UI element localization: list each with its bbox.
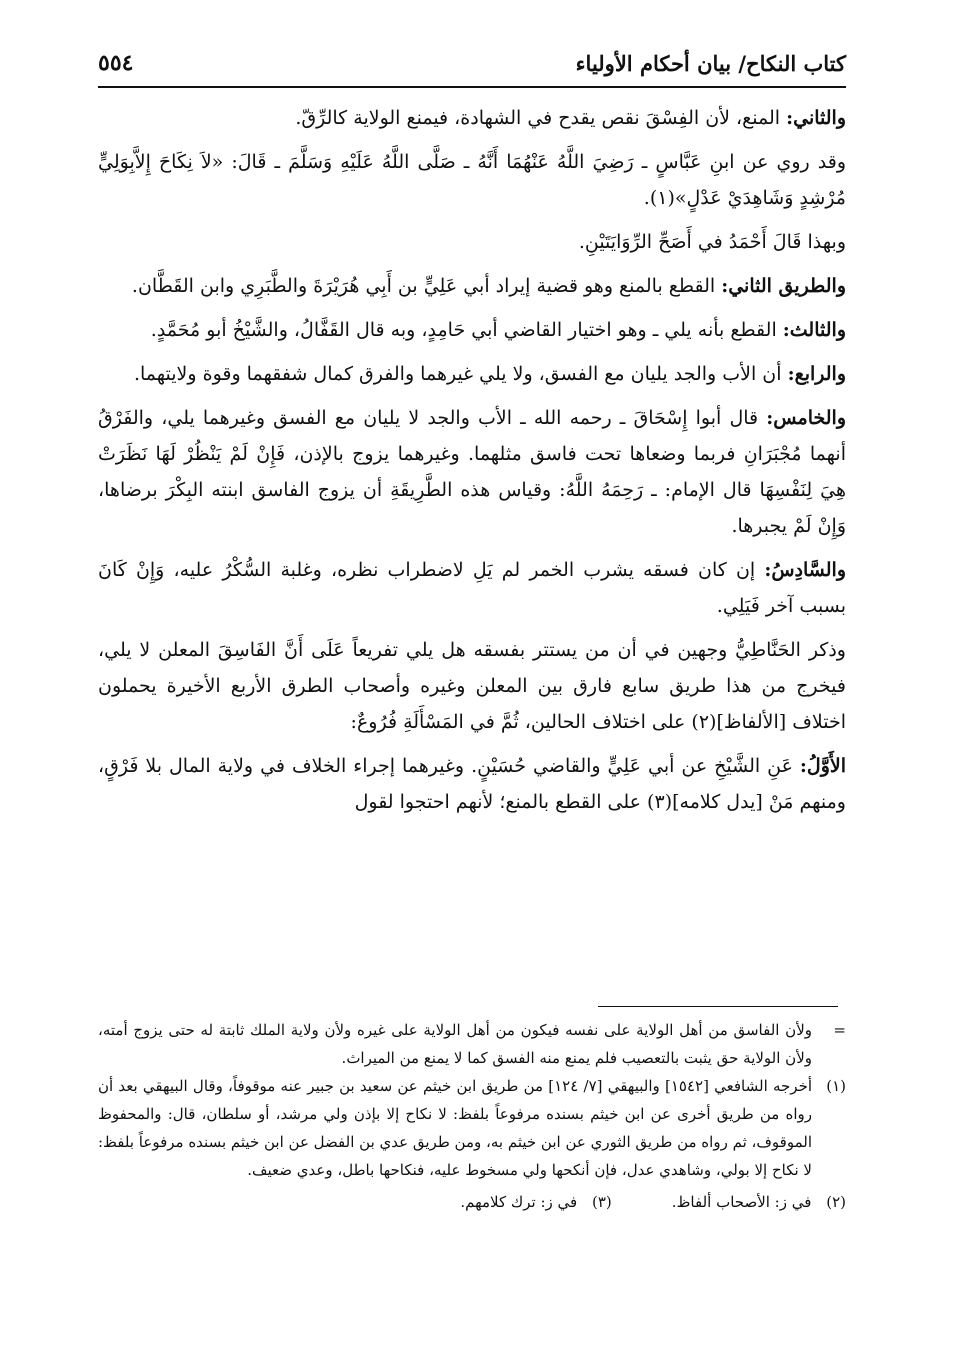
footnote-3 xyxy=(460,1188,611,1216)
paragraph: وقد روي عن ابنِ عَبَّاسٍ ـ رَضِيَ اللَّهُ عَنْهُمَا أَنَّهُ ـ صَلَّى اللَّهُ عَلَيْهِ وَسَلَّمَ ـ قَالَ: «لاَ نِكَاحَ إِلاَّبِوَلِيٍّ مُرْشِدٍ وَشَاهِدَيْ عَدْلٍ»(١). xyxy=(98,151,846,209)
footnote-mark: (١) xyxy=(826,1077,846,1095)
footnote-text: في ز: ترك كلامهم. xyxy=(460,1193,578,1211)
footnote-mark: = xyxy=(833,1021,846,1039)
footnote-mark: (٢) xyxy=(826,1193,846,1211)
footnote-text: ولأن الفاسق من أهل الولاية على نفسه فيكون من أهل الولاية على غيره ولأن ولاية الملك ثابتة له حتى يزوج أمته، ولأن الولاية حق يثبت بالتعصيب فلم يمنع منه الفسق كما لا يمنع من الميراث. xyxy=(98,1021,812,1067)
footnotes xyxy=(98,1016,846,1216)
footnote-text: في ز: الأصحاب ألفاظ. xyxy=(671,1193,812,1211)
footnotes-2-3 xyxy=(98,1188,846,1216)
main-text xyxy=(98,100,846,828)
page-number: ٥٥٤ xyxy=(98,50,134,76)
footnote-text: أخرجه الشافعي [١٥٤٢] والبيهقي [٧/ ١٢٤] من طريق ابن خيثم عن سعيد بن جبير عنه موقوفاً، وقال البيهقي بعد أن رواه من طريق أخرى عن ابن خيثم بسنده مرفوعاً بلفظ: لا نكاح إلا بإذن ولي مرشد، أو سلطان، قال: والمحفوظ الموقوف، ثم رواه من طريق الثوري عن ابن خيثم به، ومن طريق عدي بن الفضل عن ابن خيثم بسنده مرفوعاً بلفظ: لا نكاح إلا بولي، وشاهدي عدل، فإن أنكحها ولي مسخوط عليه، فنكاحها باطل، وعدي ضعيف. xyxy=(98,1077,813,1179)
page-header xyxy=(98,40,846,88)
footnote-mark: (٣) xyxy=(592,1193,612,1211)
paragraph: الأَوَّلُ: عَنِ الشَّيْخِ عن أبي عَلِيٍّ والقاضي حُسَيْنٍ. وغيرهما إجراء الخلاف في ولاية المال بلا فَرْقٍ، ومنهم مَنْ [يدل كلامه](٣) على القطع بالمنع؛ لأنهم احتجوا لقول xyxy=(98,755,846,813)
paragraph: والثالث: القطع بأنه يلي ـ وهو اختيار القاضي أبي حَامِدٍ، وبه قال القَفَّالُ، والشَّيْخُ أبو مُحَمَّدٍ. xyxy=(150,319,846,341)
paragraph: والخامس: قال أبوا إِسْحَاقَ ـ رحمه الله ـ الأب والجد لا يليان مع الفسق وغيرهما يلي، والفَرْقُ أنهما مُجْبَرَانِ فربما وضعاها تحت فاسق مثلهما. وغيرهما يزوج بالإذن، فَإِنْ لَمْ يَنْظُرْ لَهَا نَظَرَتْ هِيَ لِنَفْسِهَا قال الإمام: ـ رَحِمَهُ اللَّهُ: وقياس هذه الطَّرِيقَةِ أن يزوج الفاسق ابنته البِكْرَ برضاها، وَإِنْ لَمْ يجبرها. xyxy=(98,407,846,537)
footnote-separator xyxy=(598,1006,838,1007)
paragraph: والسَّادِسُ: إن كان فسقه يشرب الخمر لم يَلِ لاضطراب نظره، وغلبة السُّكْرُ عليه، وَإِنْ كَانَ بسبب آخر فَيَلِي. xyxy=(98,559,846,617)
running-title: كتاب النكاح/ بيان أحكام الأولياء xyxy=(575,50,846,76)
paragraph: وبهذا قَالَ أَحْمَدُ في أَصَحِّ الرِّوَايَتَيْنِ. xyxy=(578,231,846,253)
paragraph: وذكر الحَنَّاطِيُّ وجهين في أن من يستتر بفسقه هل يلي تفريعاً عَلَى أَنَّ الفَاسِقَ المعلن لا يلي، فيخرج من هذا طريق سابع فارق بين المعلن وغيره وأصحاب الطرق الأربع الأخيرة يحملون اختلاف [الألفاظ](٢) على اختلاف الحالين، ثُمَّ في المَسْأَلَةِ فُرُوعٌ: xyxy=(98,639,846,733)
paragraph: والثاني: المنع، لأن الفِسْقَ نقص يقدح في الشهادة، فيمنع الولاية كالرِّقّ. xyxy=(295,107,846,129)
paragraph: والرابع: أن الأب والجد يليان مع الفسق، ولا يلي غيرهما والفرق كمال شفقهما وقوة ولايتهما. xyxy=(133,363,846,385)
paragraph: والطريق الثاني: القطع بالمنع وهو قضية إيراد أبي عَلِيٍّ بن أَبِي هُرَيْرَةَ والطَّبَرِي وابن القَطَّان. xyxy=(131,275,846,297)
footnote-continuation xyxy=(98,1016,846,1072)
footnote-2 xyxy=(672,1188,846,1216)
footnote-1 xyxy=(98,1072,846,1184)
